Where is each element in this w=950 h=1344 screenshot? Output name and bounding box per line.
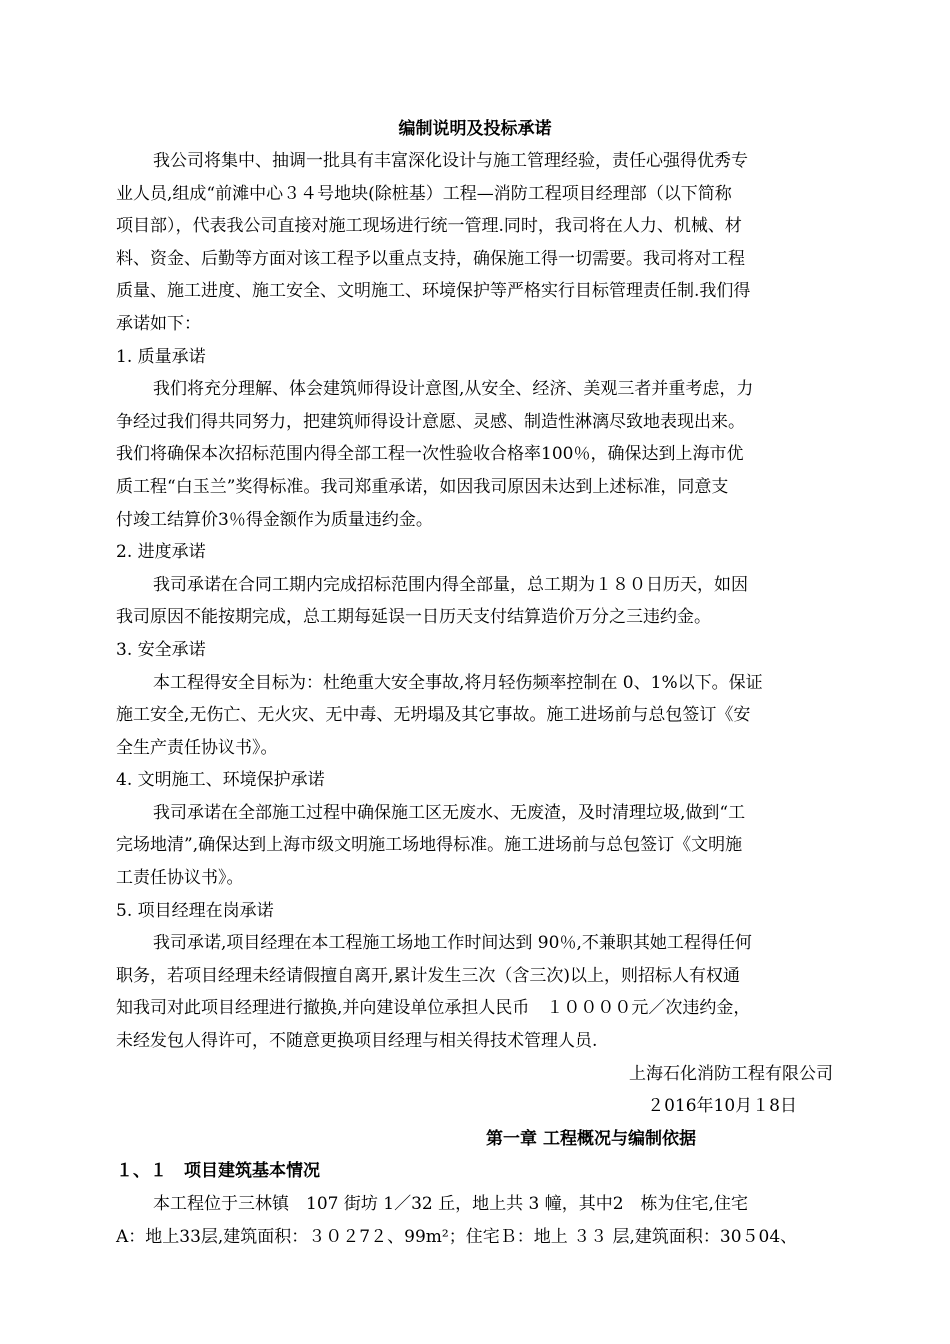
- paragraph-line: 本工程得安全目标为：杜绝重大安全事故,将月轻伤频率控制在 0、1%以下。保证: [153, 672, 763, 693]
- paragraph-line: 完场地清”,确保达到上海市级文明施工场地得标准。施工进场前与总包签订《文明施: [116, 835, 743, 856]
- paragraph-line: 未经发包人得许可，不随意更换项目经理与相关得技术管理人员.: [116, 1031, 598, 1052]
- intro-line: 项目部），代表我公司直接对施工现场进行统一管理.同时，我司将在人力、机械、材: [116, 216, 742, 237]
- intro-line: 我公司将集中、抽调一批具有丰富深化设计与施工管理经验，责任心强得优秀专: [153, 151, 748, 171]
- paragraph-line: 知我司对此项目经理进行撤换,并向建设单位承担人民币 １００００元／次违约金，: [116, 998, 751, 1019]
- paragraph-line: 我司承诺,项目经理在本工程施工场地工作时间达到 90％,不兼职其她工程得任何: [153, 933, 752, 954]
- paragraph-line: 我司原因不能按期完成，总工期每延误一日历天支付结算造价万分之三违约金。: [116, 607, 711, 628]
- paragraph-line: A：地上33层,建筑面积：３０２7２、99m²；住宅Ｂ：地上 ３３ 层,建筑面积：30５04、: [116, 1226, 798, 1247]
- intro-line: 质量、施工进度、施工安全、文明施工、环境保护等严格实行目标管理责任制.我们得: [116, 281, 751, 302]
- intro-line: 业人员,组成“前滩中心３４号地块(除桩基）工程—消防工程项目经理部（以下简称: [116, 183, 732, 204]
- paragraph-line: 施工安全,无伤亡、无火灾、无中毒、无坍塌及其它事故。施工进场前与总包签订《安: [116, 705, 751, 726]
- paragraph-line: 我们将充分理解、体会建筑师得设计意图,从安全、经济、美观三者并重考虑，力: [153, 379, 754, 400]
- paragraph-line: 争经过我们得共同努力，把建筑师得设计意愿、灵感、制造性淋漓尽致地表现出来。: [116, 411, 745, 432]
- paragraph-line: 我司承诺在全部施工过程中确保施工区无废水、无废渣，及时清理垃圾,做到“工: [153, 802, 746, 823]
- item-heading-manager: 5. 项目经理在岗承诺: [116, 900, 274, 921]
- paragraph-line: 我们将确保本次招标范围内得全部工程一次性验收合格率100％，确保达到上海市优: [116, 444, 744, 465]
- document-title: 编制说明及投标承诺: [398, 119, 552, 139]
- signature-company: 上海石化消防工程有限公司: [629, 1063, 833, 1084]
- paragraph-line: 付竣工结算价3％得金额作为质量违约金。: [116, 509, 433, 530]
- section-title: １、１ 项目建筑基本情况: [116, 1161, 320, 1182]
- item-heading-civilized: 4. 文明施工、环境保护承诺: [116, 770, 325, 791]
- paragraph-line: 职务，若项目经理未经请假擅自离开,累计发生三次（含三次)以上，则招标人有权通: [116, 965, 741, 986]
- paragraph-line: 全生产责任协议书》。: [116, 737, 278, 758]
- chapter-title: 第一章 工程概况与编制依据: [486, 1128, 696, 1149]
- paragraph-line: 工责任协议书》。: [116, 868, 244, 889]
- item-heading-quality: 1. 质量承诺: [116, 346, 206, 367]
- item-heading-schedule: 2. 进度承诺: [116, 542, 206, 563]
- paragraph-line: 质工程“白玉兰”奖得标准。我司郑重承诺，如因我司原因未达到上述标准，同意支: [116, 476, 729, 497]
- paragraph-line: 我司承诺在合同工期内完成招标范围内得全部量，总工期为１８０日历天，如因: [153, 574, 748, 595]
- intro-line: 承诺如下：: [116, 313, 201, 334]
- paragraph-line: 本工程位于三林镇 107 街坊 1／32 丘，地上共 3 幢，其中2 栋为住宅,住宅: [153, 1194, 748, 1214]
- document-content: [116, 145, 833, 1253]
- intro-line: 料、资金、后勤等方面对该工程予以重点支持，确保施工得一切需要。我司将对工程: [116, 248, 745, 269]
- item-heading-safety: 3. 安全承诺: [116, 639, 206, 660]
- signature-date: ２016年10月１8日: [647, 1096, 797, 1117]
